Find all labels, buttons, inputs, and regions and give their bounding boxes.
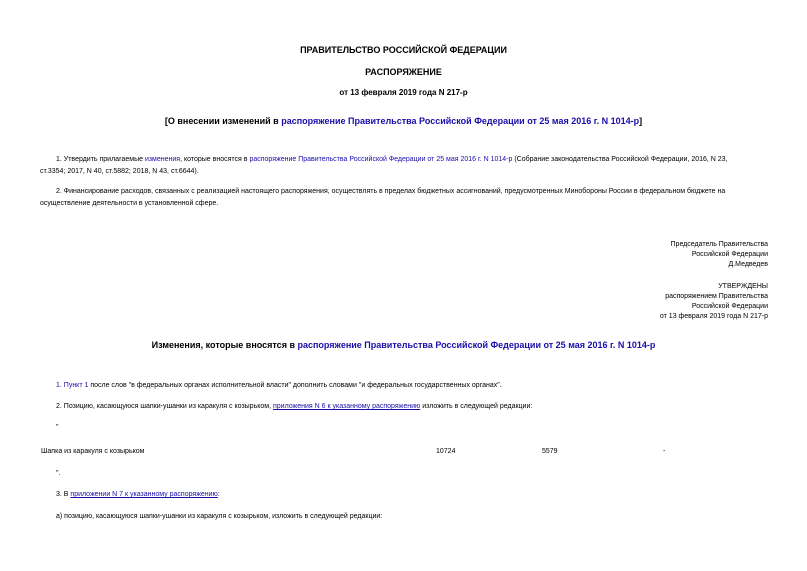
item-3a: а) позицию, касающуюся шапки-ушанки из каракуля с козырьком, изложить в следующей редакции: [56,513,383,520]
header-doc-type: РАСПОРЯЖЕНИЕ [365,67,442,77]
table-row-value: 5579 [542,448,558,455]
paragraph-1-line-1 [56,154,728,166]
item-1 [56,380,502,392]
paragraph-2-line-1: 2. Финансирование расходов, связанных с реализацией настоящего распоряжения, осуществлять в пределах бюджетных ассигнований, предусмотренных Минобороны России в федеральном бюджете на [56,188,726,195]
signature-country: Российской Федерации [691,251,768,258]
item-3-text-a: 3. В [56,491,71,498]
appendix-6-link[interactable]: приложения N 6 к указанному распоряжению [272,403,421,410]
quote-close: ". [56,470,61,477]
approved-date: от 13 февраля 2019 года N 217-р [659,313,768,320]
approved-block [660,282,768,322]
p1-text-c: (Собрание законодательства Российской Федерации, 2016, N 23, [512,156,728,163]
approved-country: Российской Федерации [691,303,768,310]
p1-text-b: , которые вносятся в [180,156,250,163]
table-row-name: Шапка из каракуля с козырьком [41,448,145,455]
paragraph-2-line-2: осуществление деятельности в установленной сфере. [40,200,219,207]
appendix-7-link[interactable]: приложении N 7 к указанному распоряжению [70,491,218,498]
changes-title-prefix: Изменения, которые вносятся в [151,340,298,350]
table-row-dash: - [663,448,666,455]
signature-name: Д.Медведев [728,261,768,268]
paragraph-1-line-2: ст.3354; 2017, N 40, ст.5882; 2018, N 43, ст.6644). [40,168,199,175]
p1-decree-link[interactable]: распоряжение Правительства Российской Федерации от 25 мая 2016 г. N 1014-р [249,156,513,163]
approved-by: распоряжением Правительства [665,293,768,300]
quote-open: " [56,424,59,431]
header-government: ПРАВИТЕЛЬСТВО РОССИЙСКОЙ ФЕДЕРАЦИИ [300,45,507,55]
p1-text-a: 1. Утвердить прилагаемые [56,156,145,163]
item-2 [56,401,532,413]
title-decree-link[interactable]: распоряжение Правительства Российской Федерации от 25 мая 2016 г. N 1014-р [281,116,640,126]
title-suffix: ] [639,116,643,126]
signature-block [671,240,768,270]
table-row-code: 10724 [436,448,456,455]
item-3-text-b: : [217,491,220,498]
item-3 [56,489,220,501]
changes-link[interactable]: изменения [144,156,181,163]
item-2-text-a: 2. Позицию, касающуюся шапки-ушанки из каракуля с козырьком, [56,403,273,410]
changes-title-decree-link[interactable]: распоряжение Правительства Российской Федерации от 25 мая 2016 г. N 1014-р [297,340,656,350]
changes-title [0,340,807,350]
approved-title: УТВЕРЖДЕНЫ [718,283,768,290]
item-2-text-b: изложить в следующей редакции: [420,403,533,410]
item-1-clause-link[interactable]: 1. Пункт 1 [56,382,89,389]
item-1-text: после слов "в федеральных органах исполнительной власти" дополнить словами "и федеральных государственных органах". [88,382,502,389]
header-date-number: от 13 февраля 2019 года N 217-р [339,88,468,97]
title-prefix: [О внесении изменений в [164,116,282,126]
document-title [0,116,807,126]
signature-position: Председатель Правительства [670,241,768,248]
